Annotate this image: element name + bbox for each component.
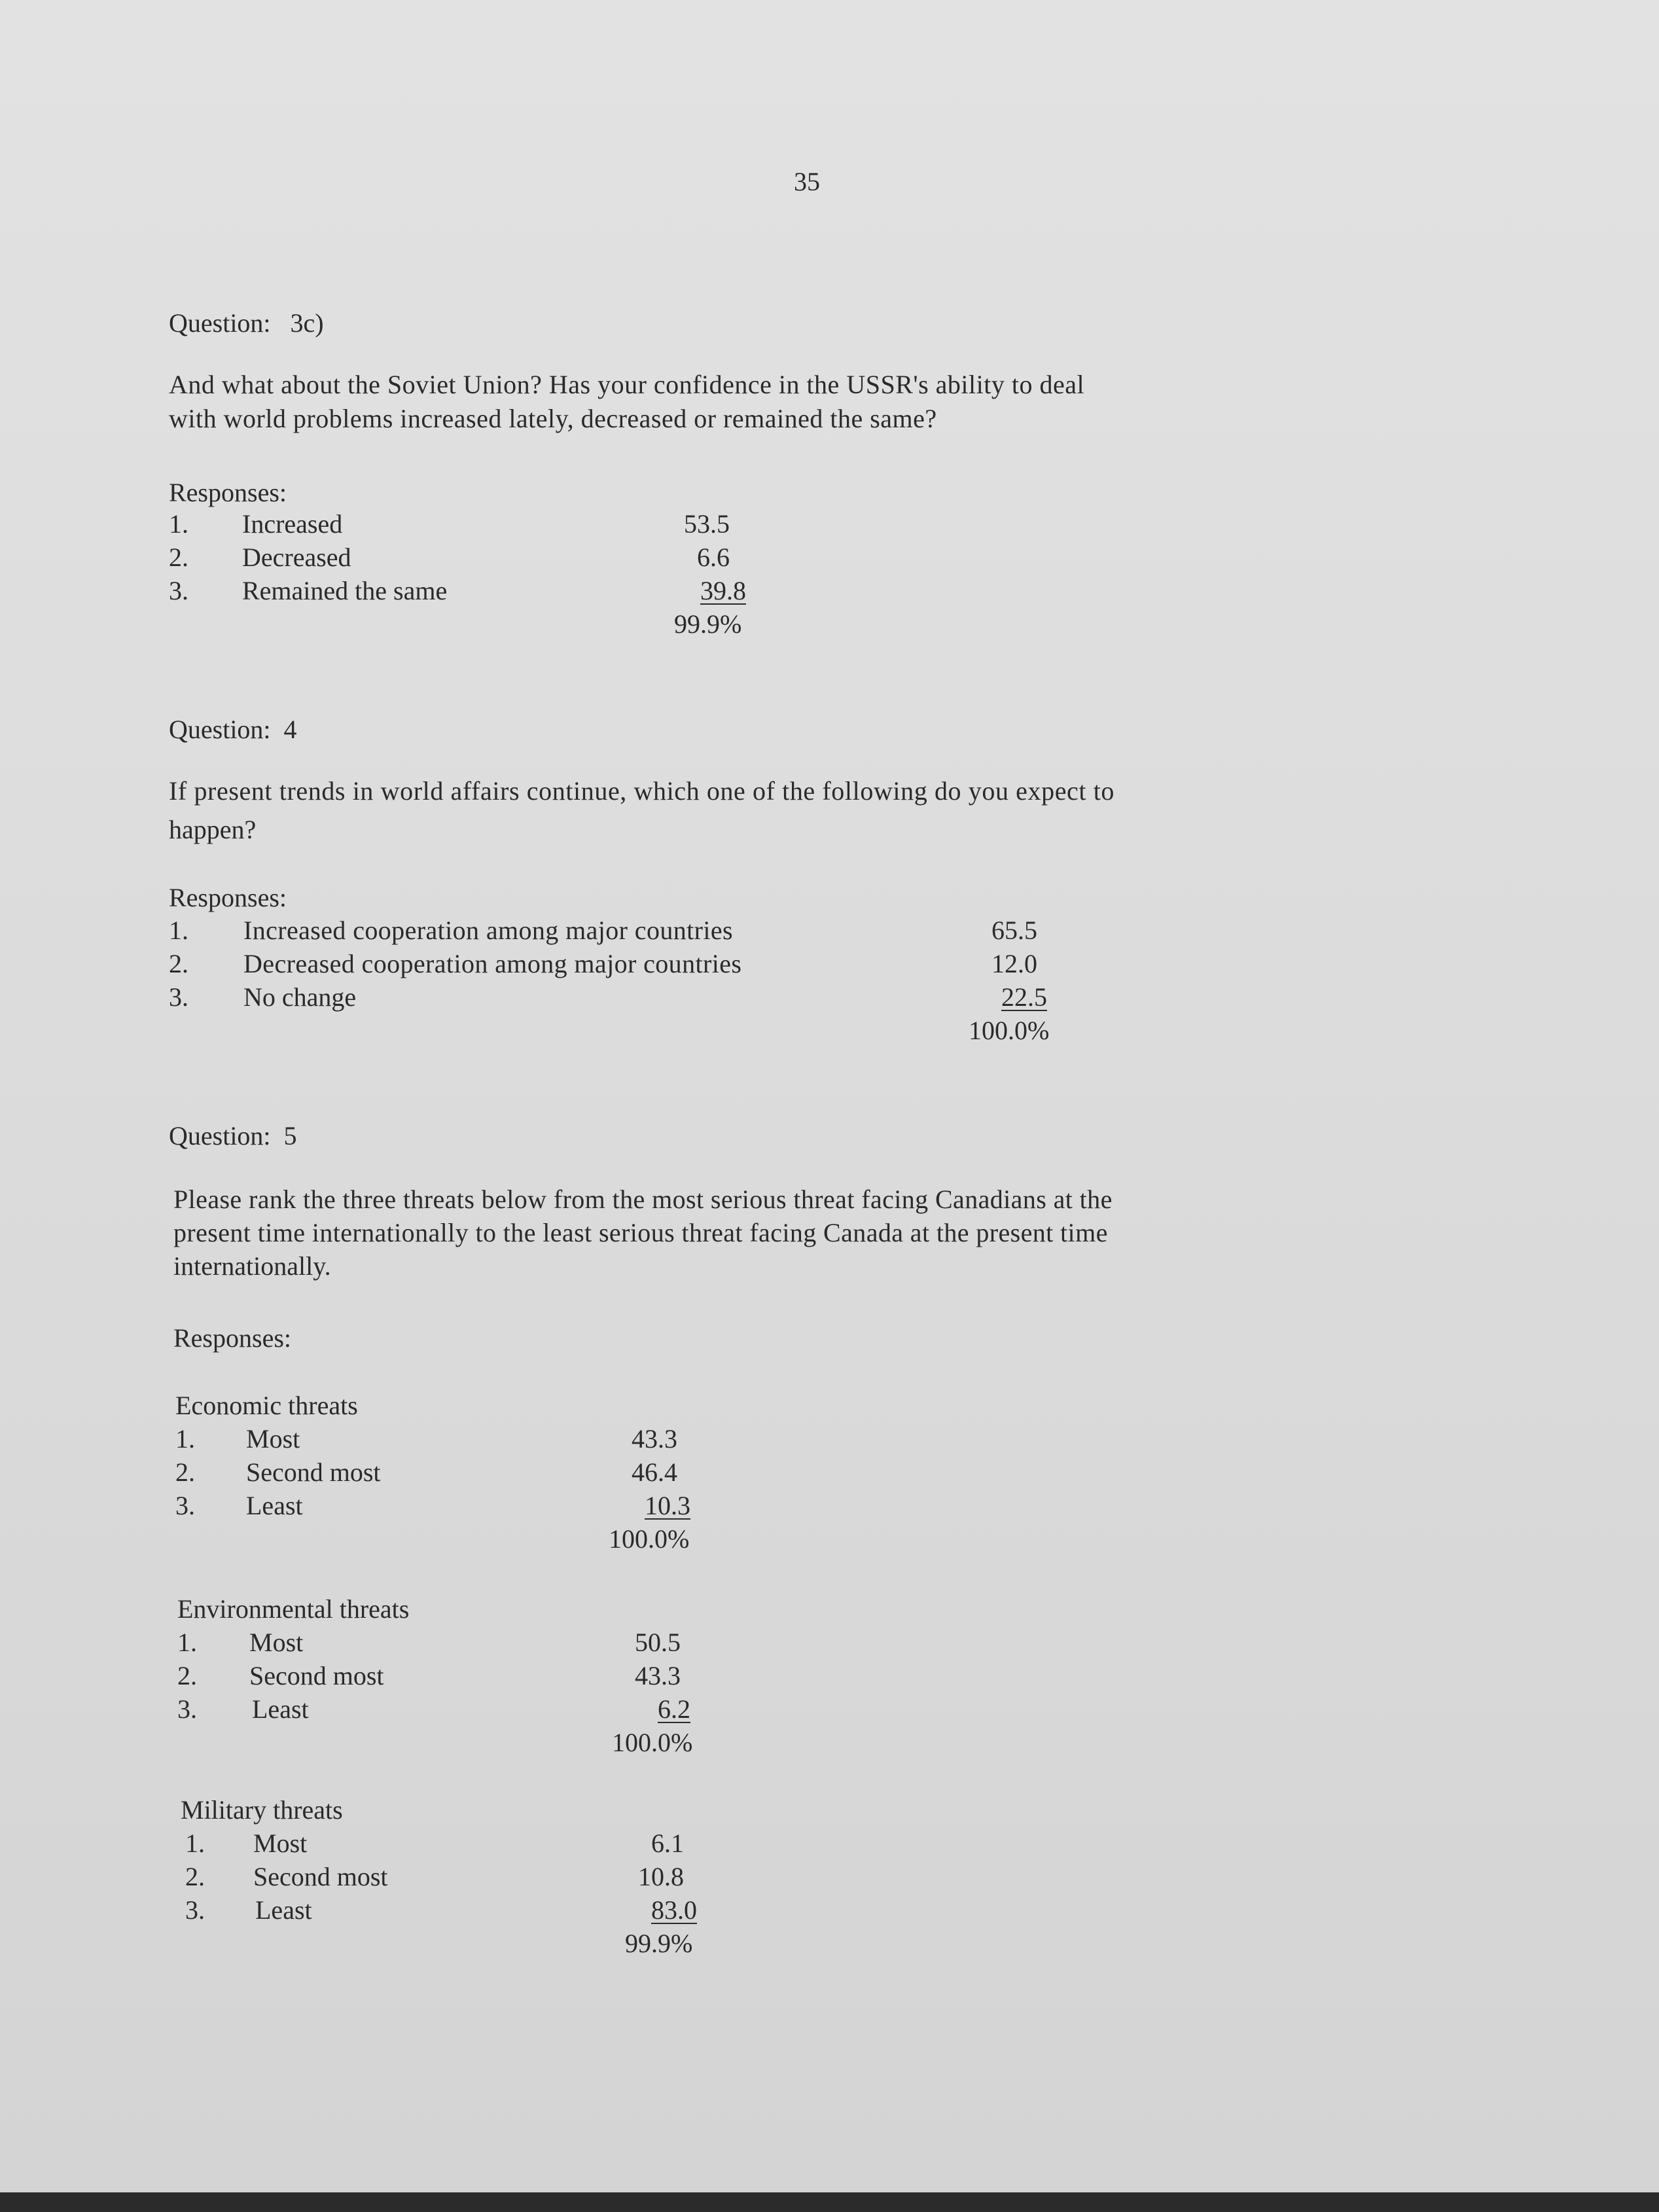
q4-label: Question: 4: [169, 715, 297, 744]
list-item-label: Decreased cooperation among major countries: [243, 949, 742, 978]
list-item-number: 2.: [177, 1661, 197, 1690]
list-item-number: 2.: [169, 543, 188, 572]
list-item-value: [605, 1493, 690, 1519]
list-item-number: 1.: [175, 1424, 195, 1454]
list-item-label: Second most: [253, 1862, 388, 1891]
list-item-value: 10.8: [638, 1862, 684, 1891]
list-item-label: Most: [253, 1828, 308, 1858]
q4-text-line-2: happen?: [169, 815, 257, 844]
q3c-text-line-2: with world problems increased lately, decreased or remained the same?: [169, 404, 937, 433]
list-item-label: Decreased: [242, 543, 351, 572]
q3c-responses-label: Responses:: [169, 478, 287, 507]
group-title-military: Military threats: [181, 1795, 343, 1825]
q3c-total: 99.9%: [674, 609, 742, 639]
list-item-label: Least: [246, 1491, 303, 1520]
list-item-label: No change: [243, 982, 357, 1012]
list-item-number: 3.: [169, 982, 188, 1012]
list-item-value: 12.0: [991, 949, 1037, 978]
q5-label: Question: 5: [169, 1121, 297, 1151]
list-item-value: 50.5: [635, 1628, 681, 1657]
list-item-value: 43.3: [632, 1424, 677, 1454]
list-item-number: 3.: [169, 576, 188, 605]
list-item-number: 2.: [185, 1862, 205, 1891]
list-item-value: [605, 1696, 690, 1722]
list-item-value: 53.5: [684, 509, 730, 539]
list-item-label: Least: [255, 1895, 312, 1925]
scan-edge: [0, 2192, 1659, 2212]
list-item-number: 2.: [169, 949, 188, 978]
list-item-number: 1.: [169, 509, 188, 539]
list-item-value: 43.3: [635, 1661, 681, 1690]
list-item-value-text: 83.0: [651, 1895, 697, 1925]
list-item-label: Most: [249, 1628, 304, 1657]
list-item-number: 1.: [185, 1828, 205, 1858]
q5-text-line-2: present time internationally to the least serious threat facing Canada at the present time: [173, 1218, 1108, 1247]
list-item-number: 2.: [175, 1457, 195, 1487]
list-item-label: Increased: [242, 509, 343, 539]
list-item-value-text: 10.3: [645, 1491, 690, 1520]
q5-responses-label: Responses:: [173, 1323, 291, 1353]
group-total: 99.9%: [625, 1929, 693, 1958]
group-title-environmental: Environmental threats: [177, 1594, 410, 1624]
list-item-label: Increased cooperation among major countries: [243, 916, 734, 945]
q5-text-line-1: Please rank the three threats below from the most serious threat facing Canadians at the: [173, 1185, 1113, 1214]
q3c-text-line-1: And what about the Soviet Union? Has your confidence in the USSR's ability to deal: [169, 370, 1085, 399]
list-item-value: 6.6: [697, 543, 730, 572]
group-total: 100.0%: [609, 1524, 690, 1554]
list-item-value-text: 22.5: [1001, 982, 1047, 1012]
list-item-value: [625, 1897, 697, 1923]
q4-text-line-1: If present trends in world affairs continue, which one of the following do you expect to: [169, 776, 1115, 806]
list-item-number: 1.: [177, 1628, 197, 1657]
q4-responses-label: Responses:: [169, 883, 287, 912]
q4-total: 100.0%: [969, 1016, 1050, 1045]
q3c-label: Question: 3c): [169, 308, 324, 338]
list-item-number: 3.: [185, 1895, 205, 1925]
list-item-value: [674, 578, 746, 604]
list-item-number: 3.: [175, 1491, 195, 1520]
list-item-value: 65.5: [991, 916, 1037, 945]
q5-text-line-3: internationally.: [173, 1251, 331, 1281]
list-item-value: 6.1: [651, 1828, 684, 1858]
list-item-label: Second most: [249, 1661, 384, 1690]
list-item-value: 46.4: [632, 1457, 677, 1487]
group-total: 100.0%: [612, 1728, 693, 1757]
list-item-value-text: 6.2: [658, 1694, 690, 1724]
page-number: 35: [794, 167, 820, 196]
list-item-value: [962, 984, 1047, 1010]
list-item-value-text: 39.8: [700, 576, 746, 605]
group-title-economic: Economic threats: [175, 1391, 358, 1420]
list-item-number: 3.: [177, 1694, 197, 1724]
list-item-label: Most: [246, 1424, 300, 1454]
list-item-label: Least: [252, 1694, 309, 1724]
list-item-label: Remained the same: [242, 576, 448, 605]
list-item-label: Second most: [246, 1457, 381, 1487]
list-item-number: 1.: [169, 916, 188, 945]
